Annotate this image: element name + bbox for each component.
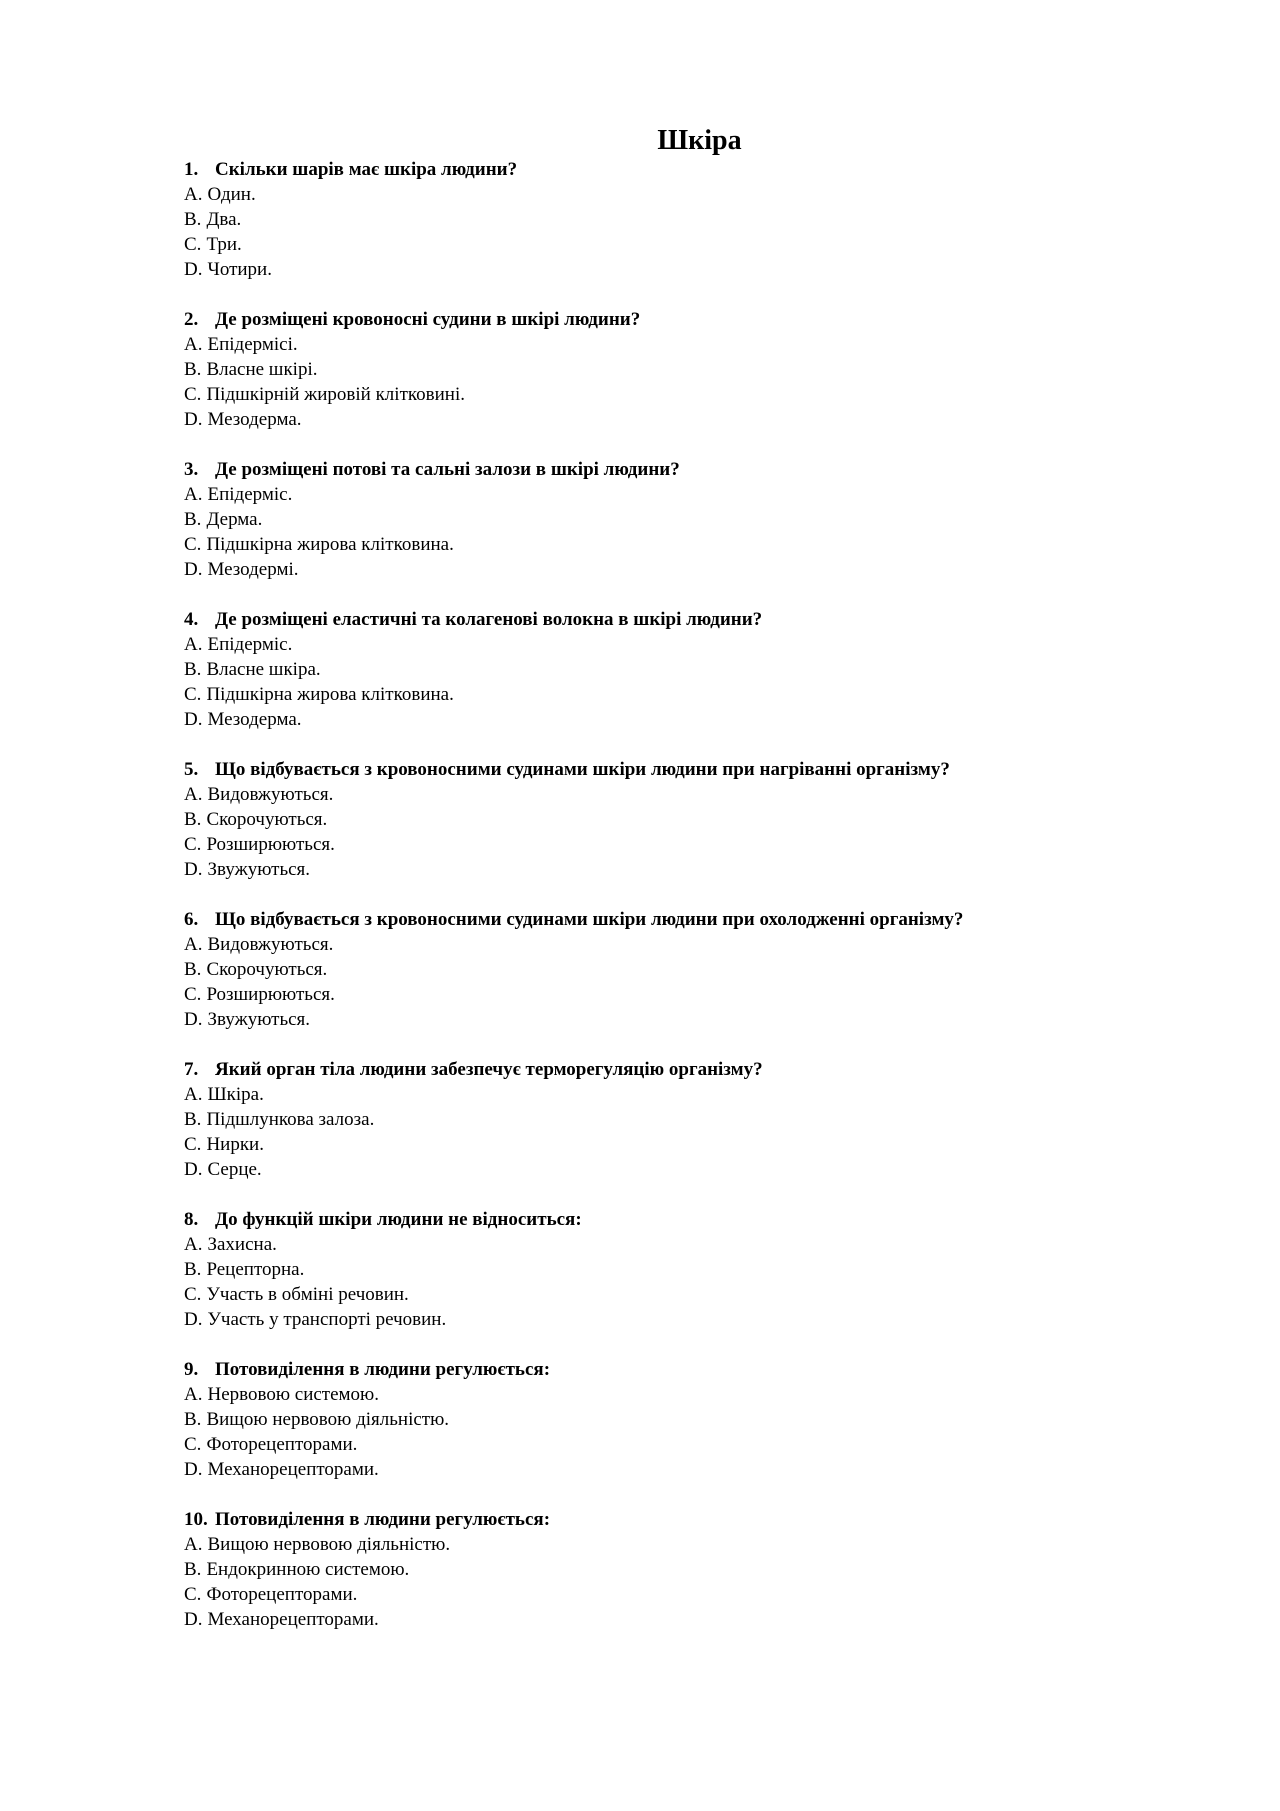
question-text: Де розміщені потові та сальні залози в шкірі людини? bbox=[215, 459, 680, 480]
question-heading bbox=[184, 757, 1184, 782]
option-letter: D. bbox=[184, 409, 203, 430]
option-text: Два. bbox=[206, 209, 242, 230]
question-heading bbox=[184, 1057, 1184, 1082]
question-number: 9. bbox=[184, 1359, 199, 1380]
option-text: Чотири. bbox=[207, 259, 272, 280]
option-letter: B. bbox=[184, 209, 202, 230]
option-letter: A. bbox=[184, 934, 203, 955]
option-text: Скорочуються. bbox=[206, 809, 328, 830]
option-letter: C. bbox=[184, 834, 202, 855]
answer-option bbox=[184, 1082, 1184, 1107]
option-text: Участь в обміні речовин. bbox=[206, 1284, 409, 1305]
option-letter: C. bbox=[184, 984, 202, 1005]
answer-option bbox=[184, 857, 1184, 882]
option-letter: C. bbox=[184, 684, 202, 705]
question-text: До функцій шкіри людини не відноситься: bbox=[215, 1209, 582, 1230]
answer-option bbox=[184, 682, 1184, 707]
option-letter: D. bbox=[184, 1009, 203, 1030]
option-text: Підшкірна жирова клітковина. bbox=[206, 534, 454, 555]
option-letter: D. bbox=[184, 1609, 203, 1630]
option-letter: D. bbox=[184, 259, 203, 280]
option-letter: C. bbox=[184, 1434, 202, 1455]
answer-option bbox=[184, 1157, 1184, 1182]
answer-option bbox=[184, 1607, 1184, 1632]
question-number: 5. bbox=[184, 759, 199, 780]
answer-option bbox=[184, 257, 1184, 282]
question-text: Де розміщені кровоносні судини в шкірі людини? bbox=[215, 309, 641, 330]
question-number: 2. bbox=[184, 309, 199, 330]
answer-option bbox=[184, 707, 1184, 732]
option-text: Епідерміс. bbox=[207, 634, 293, 655]
option-letter: B. bbox=[184, 659, 202, 680]
answer-option bbox=[184, 1007, 1184, 1032]
question-heading bbox=[184, 157, 1184, 182]
option-text: Власне шкірі. bbox=[206, 359, 318, 380]
answer-option bbox=[184, 982, 1184, 1007]
answer-option bbox=[184, 1457, 1184, 1482]
option-text: Вищою нервовою діяльністю. bbox=[206, 1409, 450, 1430]
answer-option bbox=[184, 832, 1184, 857]
question-4 bbox=[184, 607, 1184, 732]
option-text: Фоторецепторами. bbox=[206, 1434, 358, 1455]
answer-option bbox=[184, 957, 1184, 982]
option-letter: A. bbox=[184, 784, 203, 805]
answer-option bbox=[184, 532, 1184, 557]
option-text: Механорецепторами. bbox=[207, 1459, 379, 1480]
option-text: Захисна. bbox=[207, 1234, 277, 1255]
option-letter: A. bbox=[184, 634, 203, 655]
option-text: Підшлункова залоза. bbox=[206, 1109, 375, 1130]
option-text: Підшкірній жировій клітковині. bbox=[206, 384, 465, 405]
option-letter: A. bbox=[184, 484, 203, 505]
option-letter: C. bbox=[184, 234, 202, 255]
option-letter: D. bbox=[184, 1459, 203, 1480]
question-7 bbox=[184, 1057, 1184, 1182]
document-title: Шкіра bbox=[657, 125, 742, 156]
answer-option bbox=[184, 1432, 1184, 1457]
answer-option bbox=[184, 507, 1184, 532]
option-text: Мезодермі. bbox=[207, 559, 299, 580]
answer-option bbox=[184, 1557, 1184, 1582]
answer-option bbox=[184, 557, 1184, 582]
answer-option bbox=[184, 382, 1184, 407]
question-number: 6. bbox=[184, 909, 199, 930]
option-letter: B. bbox=[184, 959, 202, 980]
question-2 bbox=[184, 307, 1184, 432]
question-5 bbox=[184, 757, 1184, 882]
answer-option bbox=[184, 1582, 1184, 1607]
answer-option bbox=[184, 182, 1184, 207]
question-1 bbox=[184, 157, 1184, 282]
option-text: Скорочуються. bbox=[206, 959, 328, 980]
option-letter: B. bbox=[184, 809, 202, 830]
answer-option bbox=[184, 332, 1184, 357]
question-heading bbox=[184, 907, 1184, 932]
option-text: Нервовою системою. bbox=[207, 1384, 380, 1405]
option-letter: D. bbox=[184, 1159, 203, 1180]
answer-option bbox=[184, 1532, 1184, 1557]
option-letter: B. bbox=[184, 1109, 202, 1130]
option-text: Мезодерма. bbox=[207, 409, 302, 430]
question-10 bbox=[184, 1507, 1184, 1632]
answer-option bbox=[184, 932, 1184, 957]
option-letter: C. bbox=[184, 1134, 202, 1155]
question-text: Що відбувається з кровоносними судинами шкіри людини при нагріванні організму? bbox=[215, 759, 950, 780]
option-text: Звужуються. bbox=[207, 859, 311, 880]
option-text: Вищою нервовою діяльністю. bbox=[207, 1534, 451, 1555]
answer-option bbox=[184, 407, 1184, 432]
option-text: Підшкірна жирова клітковина. bbox=[206, 684, 454, 705]
option-text: Розширюються. bbox=[206, 834, 335, 855]
question-text: Який орган тіла людини забезпечує терморегуляцію організму? bbox=[215, 1059, 763, 1080]
answer-option bbox=[184, 807, 1184, 832]
option-text: Ендокринною системою. bbox=[206, 1559, 410, 1580]
option-text: Звужуються. bbox=[207, 1009, 311, 1030]
quiz-list bbox=[184, 157, 1184, 1657]
answer-option bbox=[184, 1107, 1184, 1132]
option-text: Епідерміс. bbox=[207, 484, 293, 505]
option-letter: B. bbox=[184, 1409, 202, 1430]
option-letter: C. bbox=[184, 1584, 202, 1605]
option-text: Шкіра. bbox=[207, 1084, 264, 1105]
option-letter: C. bbox=[184, 384, 202, 405]
question-text: Де розміщені еластичні та колагенові волокна в шкірі людини? bbox=[215, 609, 763, 630]
answer-option bbox=[184, 1282, 1184, 1307]
question-number: 4. bbox=[184, 609, 199, 630]
answer-option bbox=[184, 782, 1184, 807]
option-letter: B. bbox=[184, 359, 202, 380]
option-letter: D. bbox=[184, 559, 203, 580]
option-letter: D. bbox=[184, 859, 203, 880]
question-number: 8. bbox=[184, 1209, 199, 1230]
option-text: Фоторецепторами. bbox=[206, 1584, 358, 1605]
option-letter: A. bbox=[184, 334, 203, 355]
question-text: Що відбувається з кровоносними судинами шкіри людини при охолодженні організму? bbox=[215, 909, 964, 930]
option-letter: D. bbox=[184, 1309, 203, 1330]
option-text: Нирки. bbox=[206, 1134, 264, 1155]
answer-option bbox=[184, 632, 1184, 657]
answer-option bbox=[184, 207, 1184, 232]
option-letter: C. bbox=[184, 534, 202, 555]
answer-option bbox=[184, 1232, 1184, 1257]
question-heading bbox=[184, 307, 1184, 332]
option-text: Серце. bbox=[207, 1159, 262, 1180]
option-letter: A. bbox=[184, 184, 203, 205]
answer-option bbox=[184, 482, 1184, 507]
option-letter: B. bbox=[184, 509, 202, 530]
option-text: Три. bbox=[206, 234, 242, 255]
option-text: Дерма. bbox=[206, 509, 263, 530]
answer-option bbox=[184, 232, 1184, 257]
question-8 bbox=[184, 1207, 1184, 1332]
question-number: 3. bbox=[184, 459, 199, 480]
question-text: Потовиділення в людини регулюється: bbox=[215, 1509, 551, 1530]
option-text: Рецепторна. bbox=[206, 1259, 305, 1280]
answer-option bbox=[184, 1382, 1184, 1407]
question-heading bbox=[184, 1207, 1184, 1232]
option-text: Участь у транспорті речовин. bbox=[207, 1309, 447, 1330]
option-letter: C. bbox=[184, 1284, 202, 1305]
question-number: 10. bbox=[184, 1509, 208, 1530]
answer-option bbox=[184, 1407, 1184, 1432]
option-letter: A. bbox=[184, 1384, 203, 1405]
option-letter: A. bbox=[184, 1084, 203, 1105]
question-3 bbox=[184, 457, 1184, 582]
option-letter: A. bbox=[184, 1534, 203, 1555]
option-text: Видовжуються. bbox=[207, 934, 334, 955]
answer-option bbox=[184, 1132, 1184, 1157]
option-text: Епідермісі. bbox=[207, 334, 298, 355]
option-text: Розширюються. bbox=[206, 984, 335, 1005]
option-text: Власне шкіра. bbox=[206, 659, 321, 680]
option-text: Видовжуються. bbox=[207, 784, 334, 805]
answer-option bbox=[184, 657, 1184, 682]
answer-option bbox=[184, 1257, 1184, 1282]
option-text: Мезодерма. bbox=[207, 709, 302, 730]
option-letter: D. bbox=[184, 709, 203, 730]
answer-option bbox=[184, 1307, 1184, 1332]
option-letter: B. bbox=[184, 1259, 202, 1280]
question-text: Скільки шарів має шкіра людини? bbox=[215, 159, 518, 180]
question-number: 1. bbox=[184, 159, 199, 180]
question-heading bbox=[184, 457, 1184, 482]
question-9 bbox=[184, 1357, 1184, 1482]
question-number: 7. bbox=[184, 1059, 199, 1080]
question-text: Потовиділення в людини регулюється: bbox=[215, 1359, 551, 1380]
answer-option bbox=[184, 357, 1184, 382]
question-6 bbox=[184, 907, 1184, 1032]
question-heading bbox=[184, 1507, 1184, 1532]
question-heading bbox=[184, 1357, 1184, 1382]
option-letter: A. bbox=[184, 1234, 203, 1255]
option-text: Механорецепторами. bbox=[207, 1609, 379, 1630]
option-text: Один. bbox=[207, 184, 256, 205]
option-letter: B. bbox=[184, 1559, 202, 1580]
question-heading bbox=[184, 607, 1184, 632]
